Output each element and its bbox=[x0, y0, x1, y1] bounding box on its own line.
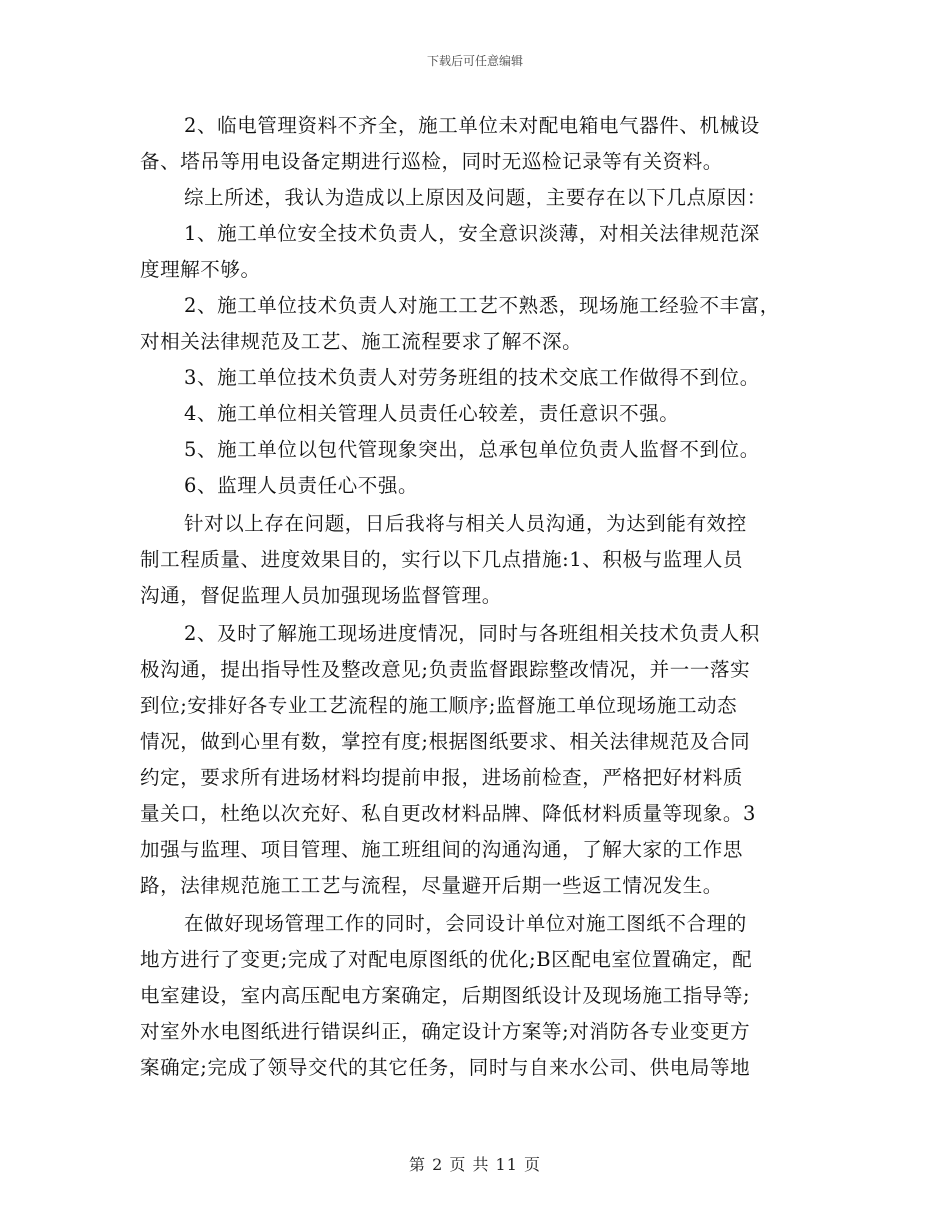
page-header: 下载后可任意编辑 bbox=[426, 54, 523, 68]
page-footer: 第 2 页 共 11 页 bbox=[409, 1155, 541, 1174]
text-line: 3、施工单位技术负责人对劳务班组的技术交底工作做得不到位。 bbox=[184, 366, 760, 389]
text-line: 针对以上存在问题，日后我将与相关人员沟通，为达到能有效控 bbox=[184, 512, 747, 535]
text-line: 极沟通，提出指导性及整改意见;负责监督跟踪整改情况，并一一落实 bbox=[140, 658, 751, 681]
text-line: 到位;安排好各专业工艺流程的施工顺序;监督施工单位现场施工动态 bbox=[140, 694, 738, 717]
text-line: 量关口，杜绝以次充好、私自更改材料品牌、降低材料质量等现象。3 bbox=[140, 802, 757, 825]
text-line: 对室外水电图纸进行错误纠正，确定设计方案等;对消防各专业变更方 bbox=[140, 1020, 751, 1043]
text-line: 约定，要求所有进场材料均提前申报，进场前检查，严格把好材料质 bbox=[140, 766, 744, 789]
text-line: 案确定;完成了领导交代的其它任务，同时与自来水公司、供电局等地 bbox=[140, 1056, 751, 1079]
text-line: 2、及时了解施工现场进度情况，同时与各班组相关技术负责人积 bbox=[184, 622, 760, 645]
text-line: 加强与监理、项目管理、施工班组间的沟通沟通，了解大家的工作思 bbox=[140, 838, 744, 861]
text-line: 2、临电管理资料不齐全，施工单位未对配电箱电气器件、机械设 bbox=[184, 114, 760, 137]
text-line: 备、塔吊等用电设备定期进行巡检，同时无巡检记录等有关资料。 bbox=[140, 150, 723, 173]
text-line: 5、施工单位以包代管现象突出，总承包单位负责人监督不到位。 bbox=[184, 438, 760, 461]
text-line: 沟通，督促监理人员加强现场监督管理。 bbox=[140, 584, 502, 607]
text-line: 制工程质量、进度效果目的，实行以下几点措施:1、积极与监理人员 bbox=[140, 548, 744, 571]
text-line: 路，法律规范施工工艺与流程，尽量避开后期一些返工情况发生。 bbox=[140, 874, 723, 897]
text-line: 2、施工单位技术负责人对施工工艺不熟悉，现场施工经验不丰富， bbox=[184, 294, 780, 317]
text-line: 度理解不够。 bbox=[140, 258, 261, 281]
text-line: 在做好现场管理工作的同时，会同设计单位对施工图纸不合理的 bbox=[184, 912, 747, 935]
text-line: 对相关法律规范及工艺、施工流程要求了解不深。 bbox=[140, 330, 583, 353]
text-line: 情况，做到心里有数，掌控有度;根据图纸要求、相关法律规范及合同 bbox=[140, 730, 751, 753]
text-line: 电室建设，室内高压配电方案确定，后期图纸设计及现场施工指导等; bbox=[140, 984, 751, 1007]
text-line: 1、施工单位安全技术负责人，安全意识淡薄，对相关法律规范深 bbox=[184, 222, 760, 245]
text-line: 地方进行了变更;完成了对配电原图纸的优化;B区配电室位置确定，配 bbox=[140, 948, 753, 971]
text-line: 综上所述，我认为造成以上原因及问题，主要存在以下几点原因： bbox=[184, 186, 767, 209]
text-line: 6、监理人员责任心不强。 bbox=[184, 474, 419, 497]
text-line: 4、施工单位相关管理人员责任心较差，责任意识不强。 bbox=[184, 402, 680, 425]
